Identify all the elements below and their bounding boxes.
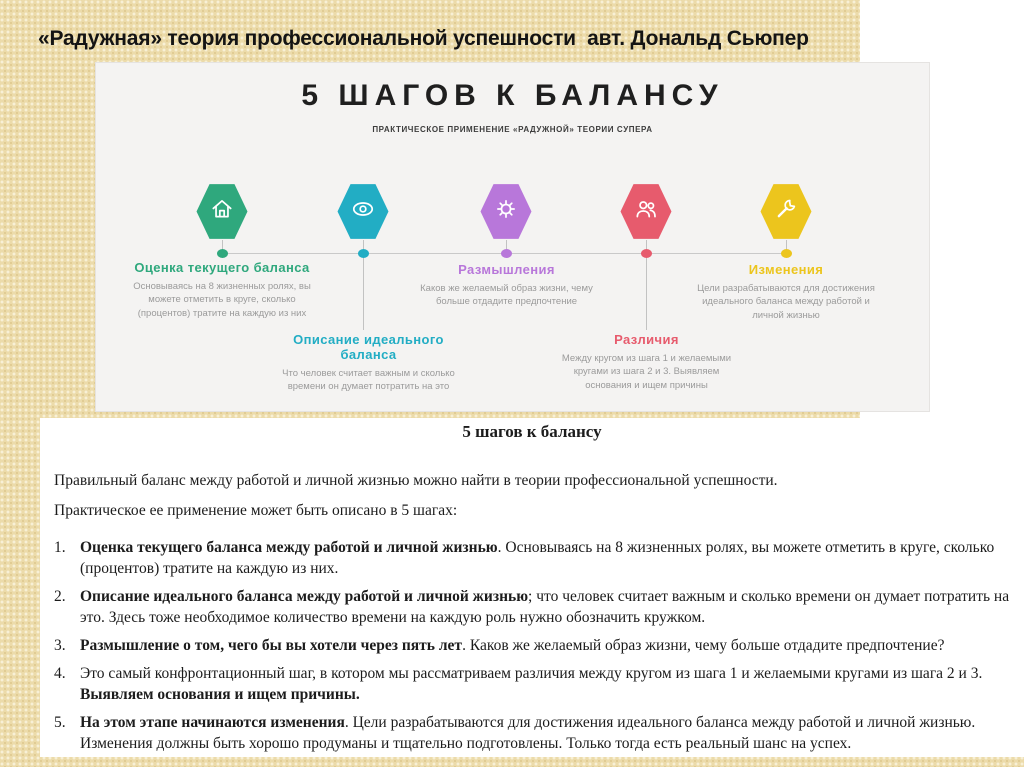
intro-paragraph-1: Правильный баланс между работой и личной жизнью можно найти в теории профессиональной успешности.: [54, 472, 778, 489]
step3-title: Размышления: [458, 262, 555, 277]
step2-timeline-dot: [358, 249, 369, 258]
gear-icon: [493, 196, 519, 227]
step5-timeline-dot: [781, 249, 792, 258]
step3-label: [414, 263, 599, 309]
infographic-image: [95, 62, 930, 412]
step3-hexagon: [480, 183, 532, 240]
list-item-text: . Каков же желаемый образ жизни, чему больше отдадите предпочтение?: [462, 637, 945, 654]
step5-label: [696, 263, 876, 322]
step2-hexagon: [337, 183, 389, 240]
list-item-bold-text: Размышление о том, чего бы вы хотели через пять лет: [80, 637, 463, 654]
list-item-bold-text: Оценка текущего баланса между работой и личной жизнью: [80, 539, 498, 556]
list-item-text: ; что человек считает важным и сколько времени он думает потратить на это. Здесь тоже необходимое количество времени на каждую роль нужно обозначить кружком.: [80, 588, 1010, 626]
step4-title: Различия: [614, 332, 679, 347]
eye-icon: [350, 196, 376, 227]
people-icon: [633, 196, 659, 227]
document-heading: 5 шагов к балансу: [462, 422, 602, 441]
step2-label: [266, 333, 471, 393]
wrench-icon: [773, 196, 799, 227]
list-item: [54, 586, 1010, 628]
list-item-bold-text: Выявляем основания и ищем причины.: [80, 686, 360, 703]
list-item: [54, 712, 1010, 754]
list-item-bold-text: Описание идеального баланса между работой и личной жизнью: [80, 588, 529, 605]
step4-description: Между кругом из шага 1 и желаемыми кругами из шага 2 и 3. Выявляем основания и ищем причины: [561, 352, 732, 391]
infographic-subtitle: ПРАКТИЧЕСКОЕ ПРИМЕНЕНИЕ «РАДУЖНОЙ» ТЕОРИИ СУПЕРА: [372, 125, 653, 134]
step3-description: Каков же желаемый образ жизни, чему больше отдадите предпочтение: [420, 282, 593, 308]
step2-title: Описание идеального баланса: [293, 332, 444, 362]
step5-hexagon: [760, 183, 812, 240]
list-item-text: Это самый конфронтационный шаг, в котором мы рассматриваем различия между кругом из шага 1 и желаемыми кругами из шага 2 и 3.: [80, 665, 983, 682]
list-item-number: 3.: [54, 637, 66, 654]
step1-label: [132, 261, 312, 320]
infographic-title: 5 ШАГОВ К БАЛАНСУ: [301, 79, 724, 112]
list-item-number: 2.: [54, 588, 66, 605]
list-item-bold-text: На этом этапе начинаются изменения: [80, 714, 345, 731]
step1-description: Основываясь на 8 жизненных ролях, вы можете отметить в круге, сколько (процентов) тратите на каждую из них: [133, 280, 311, 319]
step4-label: [554, 333, 739, 392]
steps-list: [54, 537, 1010, 754]
list-item-text: . Цели разрабатываются для достижения идеального баланса между работой и личной жизнью. Изменения должны быть хорошо продуманы и тщательно подготовлены. Только тогда есть реальный шанс на успех.: [80, 714, 976, 752]
document-text-block: [40, 418, 1024, 757]
document-body: [54, 470, 1010, 761]
step2-description: Что человек считает важным и сколько времени он думает потратить на это: [282, 367, 455, 393]
step1-timeline-dot: [217, 249, 228, 258]
step5-title: Изменения: [748, 262, 824, 277]
step4-timeline-dot: [641, 249, 652, 258]
intro-paragraph-2: Практическое ее применение может быть описано в 5 шагах:: [54, 502, 458, 519]
step5-description: Цели разрабатываются для достижения идеального баланса между работой и личной жизнью: [697, 282, 875, 321]
list-item-number: 5.: [54, 714, 66, 731]
list-item: [54, 663, 1010, 705]
list-item: [54, 537, 1010, 579]
list-item-number: 4.: [54, 665, 66, 682]
list-item-number: 1.: [54, 539, 66, 556]
slide-title: «Радужная» теория профессиональной успешности авт. Дональд Сьюпер: [38, 27, 809, 50]
step4-hexagon: [620, 183, 672, 240]
house-icon: [209, 196, 235, 227]
list-item-text: . Основываясь на 8 жизненных ролях, вы можете отметить в круге, сколько (процентов) тратите на каждую из них.: [80, 539, 995, 577]
list-item: [54, 635, 1010, 656]
step3-timeline-dot: [501, 249, 512, 258]
step1-hexagon: [196, 183, 248, 240]
step1-title: Оценка текущего баланса: [134, 260, 310, 275]
